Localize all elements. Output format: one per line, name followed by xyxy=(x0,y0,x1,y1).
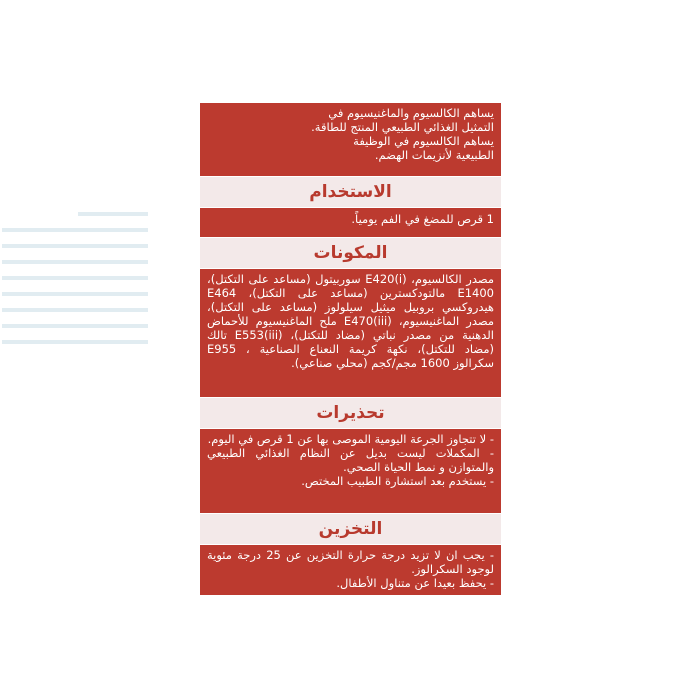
warning-item: - المكملات ليست بديل عن النظام الغذائي الطبيعي والمتوازن و نمط الحياة الصحي. xyxy=(207,446,494,474)
faded-line xyxy=(2,324,148,328)
intro-line: يساهم الكالسيوم والماغنيسيوم في xyxy=(328,106,494,120)
usage-text xyxy=(200,208,501,237)
ingredients-heading: المكونات xyxy=(200,238,501,268)
faded-background-text xyxy=(0,206,150,348)
intro-line: الطبيعية لأنزيمات الهضم. xyxy=(374,148,494,162)
intro-line: التمثيل الغذائي الطبيعي المنتج للطاقة. xyxy=(311,120,494,134)
usage-instruction: 1 قرص للمضغ في الفم يومياً. xyxy=(351,212,494,226)
faded-line xyxy=(2,276,148,280)
warnings-text xyxy=(200,429,501,513)
faded-line xyxy=(2,292,148,296)
ingredients-list: مصدر الكالسيوم، E420(i) سوربيتول (مساعد على التكتل)، E1400 مالتودكسترين (مساعد على التكتل)، E464 هيدروكسي بروبيل ميثيل سيلولوز (مساعد على التكتل)، مصدر الماغنيسيوم، E470(iii) ملح الماغنيسيوم للأحماض الدهنية من مصدر نباتي (مضاد للتكتل)، E553(iii) تالك (مضاد للتكتل)، نكهة كريمة النعناع الصناعية ، E955 سكرالوز 1600 مجم/كجم (محلي صناعي). xyxy=(207,272,495,370)
storage-item: - يحفظ بعيدا عن متناول الأطفال. xyxy=(336,576,494,590)
faded-line xyxy=(2,244,148,248)
storage-text xyxy=(200,545,501,595)
faded-line xyxy=(2,308,148,312)
storage-item: - يجب ان لا تزيد درجة حرارة التخزين عن 25 درجة مئوية لوجود السكرالوز. xyxy=(207,548,494,576)
intro-line: يساهم الكالسيوم في الوظيفة xyxy=(353,134,494,148)
storage-heading: التخزين xyxy=(200,514,501,544)
intro-text xyxy=(200,103,501,176)
warning-item: - يستخدم بعد استشارة الطبيب المختص. xyxy=(301,474,494,488)
ingredients-text xyxy=(200,269,501,397)
faded-line xyxy=(2,228,148,232)
product-info-panel xyxy=(200,103,501,595)
faded-line xyxy=(2,340,148,344)
usage-heading: الاستخدام xyxy=(200,177,501,207)
faded-line xyxy=(78,212,148,216)
warning-item: - لا تتجاوز الجرعة اليومية الموصى بها عن 1 قرص في اليوم. xyxy=(207,432,494,446)
warnings-heading: تحذيرات xyxy=(200,398,501,428)
faded-line xyxy=(2,260,148,264)
